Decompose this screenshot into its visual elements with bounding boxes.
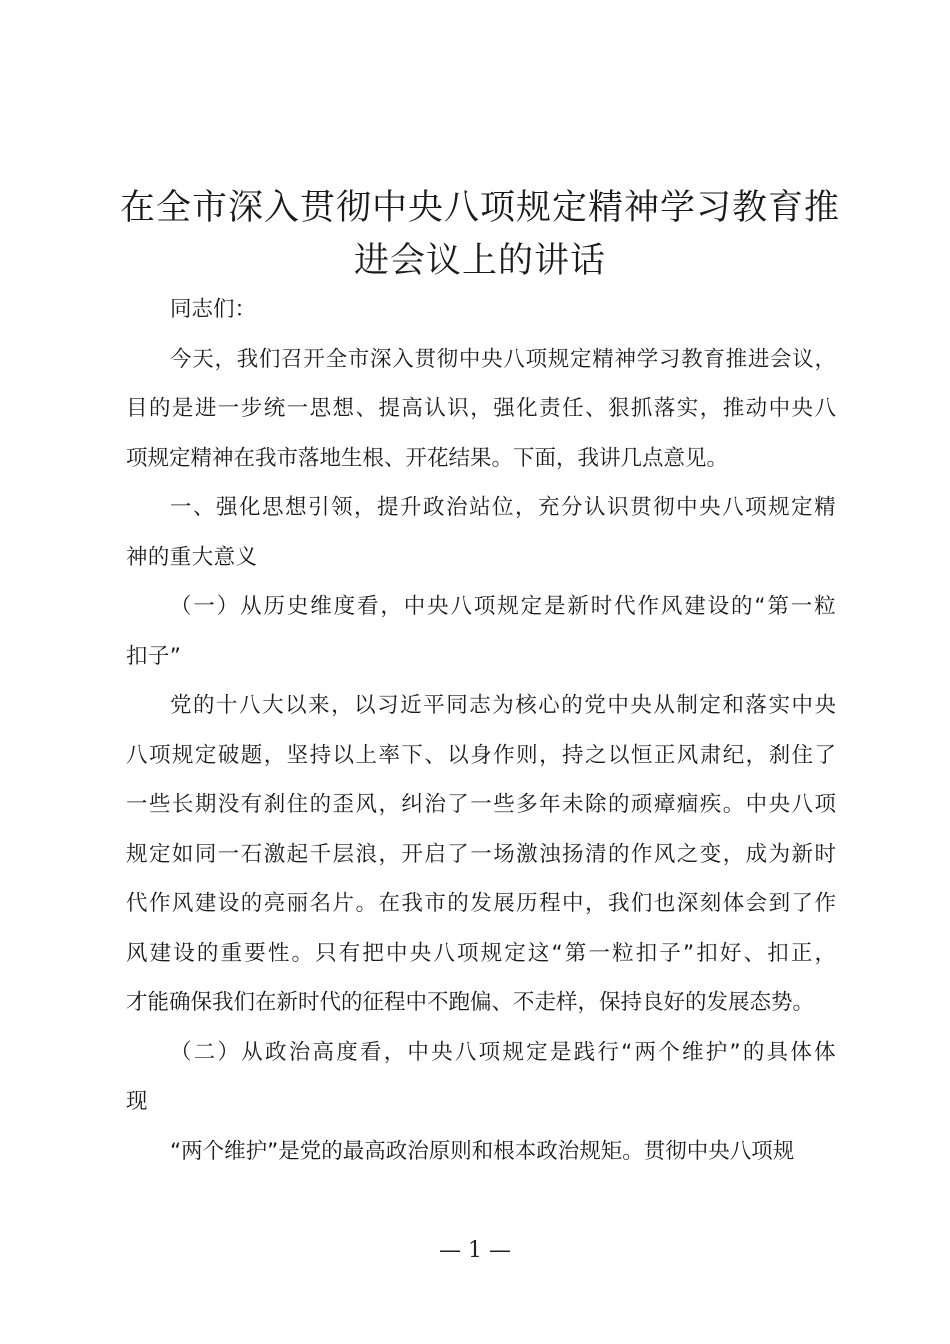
title-line-1: 在全市深入贯彻中央八项规定精神学习教育推 [119, 188, 840, 228]
paragraph-line: “两个维护”是党的最高政治原则和根本政治规矩。贯彻中央八项规 [170, 1138, 795, 1164]
salutation-text: 同志们： [170, 297, 257, 322]
paragraph-line: 风建设的重要性。只有把中央八项规定这“第一粒扣子”扣好、扣正， [126, 940, 836, 966]
body-paragraph [126, 1127, 836, 1177]
paragraph-line: （一）从历史维度看，中央八项规定是新时代作风建设的“第一粒 [170, 594, 836, 619]
subsection-heading [126, 582, 836, 681]
paragraph-line: 代作风建设的亮丽名片。在我市的发展历程中，我们也深刻体会到了作 [126, 891, 836, 916]
paragraph-line: 一些长期没有刹住的歪风，纠治了一些多年未除的顽瘴痼疾。中央八项 [126, 792, 836, 817]
paragraph-line: 目的是进一步统一思想、提高认识，强化责任、狠抓落实，推动中央八 [126, 396, 836, 421]
title-line-2: 进会议上的讲话 [353, 241, 606, 281]
document-title [110, 182, 850, 288]
document-body [126, 285, 836, 1176]
paragraph-line: 神的重大意义 [126, 544, 258, 570]
paragraph-line: 项规定精神在我市落地生根、开花结果。下面，我讲几点意见。 [126, 445, 729, 471]
section-heading [126, 483, 836, 582]
paragraph-line: 今天，我们召开全市深入贯彻中央八项规定精神学习教育推进会议， [170, 346, 836, 372]
paragraph-line: 扣子” [126, 643, 182, 669]
body-paragraph [126, 335, 836, 484]
paragraph-line: 党的十八大以来，以习近平同志为核心的党中央从制定和落实中央 [170, 693, 836, 718]
subsection-heading [126, 1028, 836, 1127]
paragraph-line: 一、强化思想引领，提升政治站位，充分认识贯彻中央八项规定精 [170, 495, 836, 520]
salutation [126, 285, 836, 335]
paragraph-line: 才能确保我们在新时代的征程中不跑偏、不走样，保持良好的发展态势。 [126, 990, 815, 1015]
paragraph-line: 现 [126, 1089, 148, 1114]
paragraph-line: 八项规定破题，坚持以上率下、以身作则，持之以恒正风肃纪，刹住了 [126, 742, 836, 768]
paragraph-line: 规定如同一石激起千层浪，开启了一场激浊扬清的作风之变，成为新时 [126, 841, 836, 867]
paragraph-list [126, 335, 836, 1177]
paragraph-line: （二）从政治高度看，中央八项规定是践行“两个维护”的具体体 [170, 1039, 836, 1065]
body-paragraph [126, 681, 836, 1028]
page-number: — 1 — [439, 1238, 511, 1263]
